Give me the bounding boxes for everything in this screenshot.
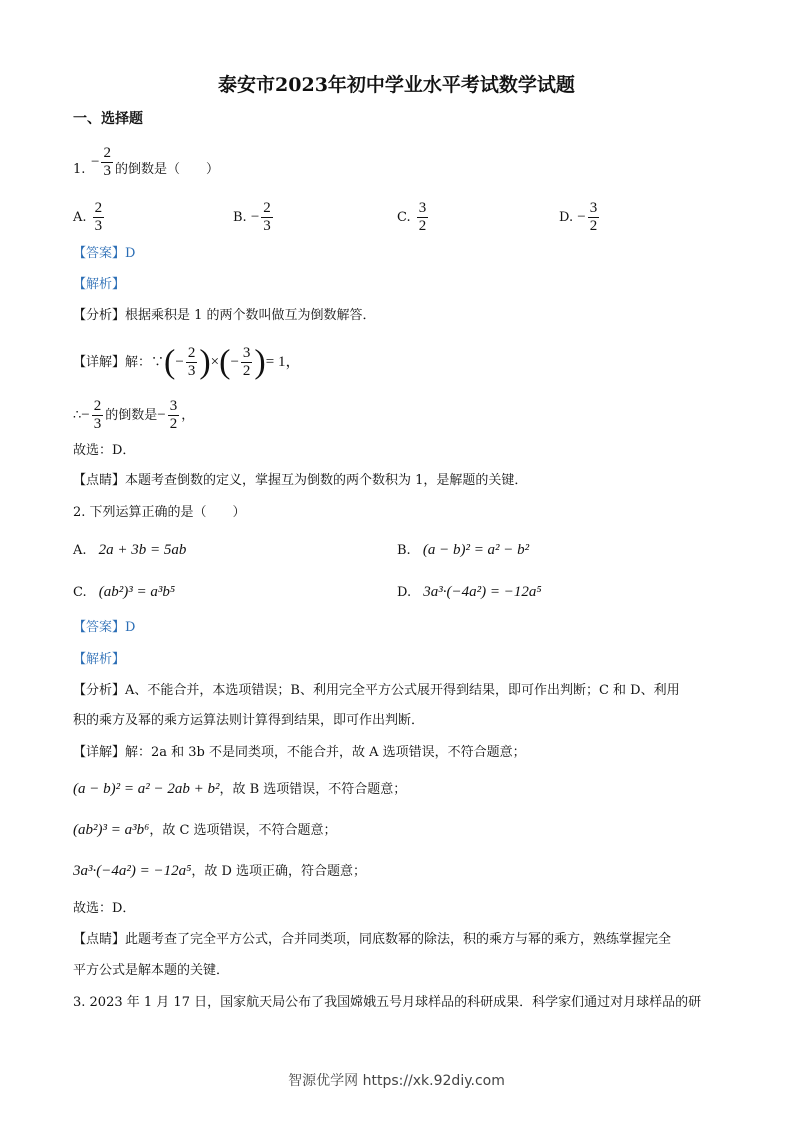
q2-detail-line4 bbox=[73, 861, 366, 882]
q1-neg-sign: − bbox=[91, 154, 100, 170]
q2-option-a-value: 2a + 3b = 5ab bbox=[98, 542, 187, 558]
q2-option-c-label: C. bbox=[73, 585, 87, 600]
q2-stem: 2. 下列运算正确的是（ ） bbox=[73, 505, 246, 520]
q1-option-d: D. − $\frac{3}{2}$ bbox=[559, 200, 598, 234]
q2-option-c-value: (ab²)³ = a³b⁵ bbox=[98, 584, 176, 600]
q2-dianjing-line1: 【点睛】此题考查了完全平方公式，合并同类项，同底数幂的除法，积的乘方与幂的乘方，熟练掌握完全 bbox=[73, 932, 672, 947]
q1-stem-text: 的倒数是（ ） bbox=[114, 162, 219, 177]
q2-option-d-value: 3a³·(−4a²) = −12a⁵ bbox=[423, 584, 542, 600]
q1-option-a-label: A. bbox=[73, 210, 87, 225]
q2-dianjing-line2: 平方公式是解本题的关键． bbox=[73, 963, 230, 978]
q1-fraction: $\frac{2}{3}$ bbox=[103, 145, 111, 179]
footer-watermark: 智源优学网 https://xk.92diy.com bbox=[288, 1073, 505, 1089]
q2-option-a bbox=[73, 540, 186, 561]
q1-detail-eq: = 1， bbox=[265, 354, 301, 370]
q1-option-a-value: $\frac{2}{3}$ bbox=[94, 200, 103, 234]
q2-option-b-label: B. bbox=[397, 543, 411, 558]
q2-fenxi-line2: 积的乘方及幂的乘方运算法则计算得到结果，即可作出判断． bbox=[73, 713, 425, 728]
q2-detail-line4-math: 3a³·(−4a²) = −12a⁵ bbox=[73, 863, 192, 879]
q1-detail-prefix: 【详解】解：∵ bbox=[73, 355, 165, 370]
q1-option-b: B. − $\frac{2}{3}$ bbox=[233, 200, 271, 234]
q2-answer: 【答案】D bbox=[73, 620, 136, 635]
q1-option-c-value: $\frac{3}{2}$ bbox=[418, 200, 427, 234]
q1-option-d-label: D. bbox=[559, 210, 574, 225]
q2-option-c bbox=[73, 582, 175, 603]
q1-option-b-value: $\frac{2}{3}$ bbox=[263, 200, 271, 234]
q1-detail: 【详解】解：∵(− $\frac{2}{3}$ )×(− $\frac{3}{2}$ )= 1， bbox=[73, 343, 301, 381]
q2-fenxi-line1: 【分析】A、不能合并，本选项错误；B、利用完全平方公式展开得到结果，即可作出判断；C 和 D、利用 bbox=[73, 683, 680, 698]
page-title: 泰安市2023年初中学业水平考试数学试题 bbox=[218, 74, 575, 96]
q1-option-c bbox=[397, 200, 430, 235]
q2-detail-line4-text: ，故 D 选项正确，符合题意； bbox=[191, 864, 367, 879]
q2-option-d bbox=[397, 582, 542, 603]
q1-option-b-label: B. bbox=[233, 210, 247, 225]
q2-choice: 故选：D． bbox=[73, 901, 136, 916]
q1-option-a bbox=[73, 200, 106, 235]
q1-therefore-mid: 的倒数是 bbox=[105, 408, 158, 423]
q3-stem: 3. 2023 年 1 月 17 日，国家航天局公布了我国嫦娥五号月球样品的科研成果．科学家们通过对月球样品的研 bbox=[73, 995, 702, 1010]
q2-detail-line2-math: (a − b)² = a² − 2ab + b² bbox=[73, 781, 220, 797]
q1-option-c-label: C. bbox=[397, 210, 411, 225]
q1-choice: 故选：D． bbox=[73, 443, 136, 458]
q2-option-b bbox=[397, 540, 529, 561]
q1-dianjing: 【点睛】本题考查倒数的定义，掌握互为倒数的两个数积为 1，是解题的关键． bbox=[73, 473, 528, 488]
q2-detail-line1: 【详解】解：2a 和 3b 不是同类项，不能合并，故 A 选项错误，不符合题意； bbox=[73, 745, 526, 760]
q2-analysis-tag: 【解析】 bbox=[73, 652, 126, 667]
q2-detail-line2-text: ，故 B 选项错误，不符合题意； bbox=[219, 782, 407, 797]
q1-option-d-value: $\frac{3}{2}$ bbox=[589, 200, 598, 234]
q2-detail-line3-math: (ab²)³ = a³b⁶ bbox=[73, 822, 150, 838]
q2-detail-line3 bbox=[73, 820, 337, 841]
q1-analysis-tag: 【解析】 bbox=[73, 277, 126, 292]
q2-detail-line2 bbox=[73, 779, 406, 800]
q2-option-d-label: D. bbox=[397, 585, 412, 600]
q2-option-a-label: A. bbox=[73, 543, 87, 558]
q1-therefore: ∴− $\frac{2}{3}$ 的倒数是− $\frac{3}{2}$ ， bbox=[73, 398, 195, 432]
section-heading: 一、选择题 bbox=[73, 111, 143, 127]
q1-number: 1. bbox=[73, 162, 86, 177]
q1-answer: 【答案】D bbox=[73, 246, 136, 261]
q1-fenxi: 【分析】根据乘积是 1 的两个数叫做互为倒数解答． bbox=[73, 308, 376, 323]
q2-option-b-value: (a − b)² = a² − b² bbox=[422, 542, 530, 558]
q1-therefore-end: ， bbox=[181, 408, 195, 423]
q2-detail-line3-text: ，故 C 选项错误，不符合题意； bbox=[149, 823, 337, 838]
q1-therefore-prefix: ∴ bbox=[73, 408, 82, 423]
q1-stem bbox=[73, 145, 219, 180]
